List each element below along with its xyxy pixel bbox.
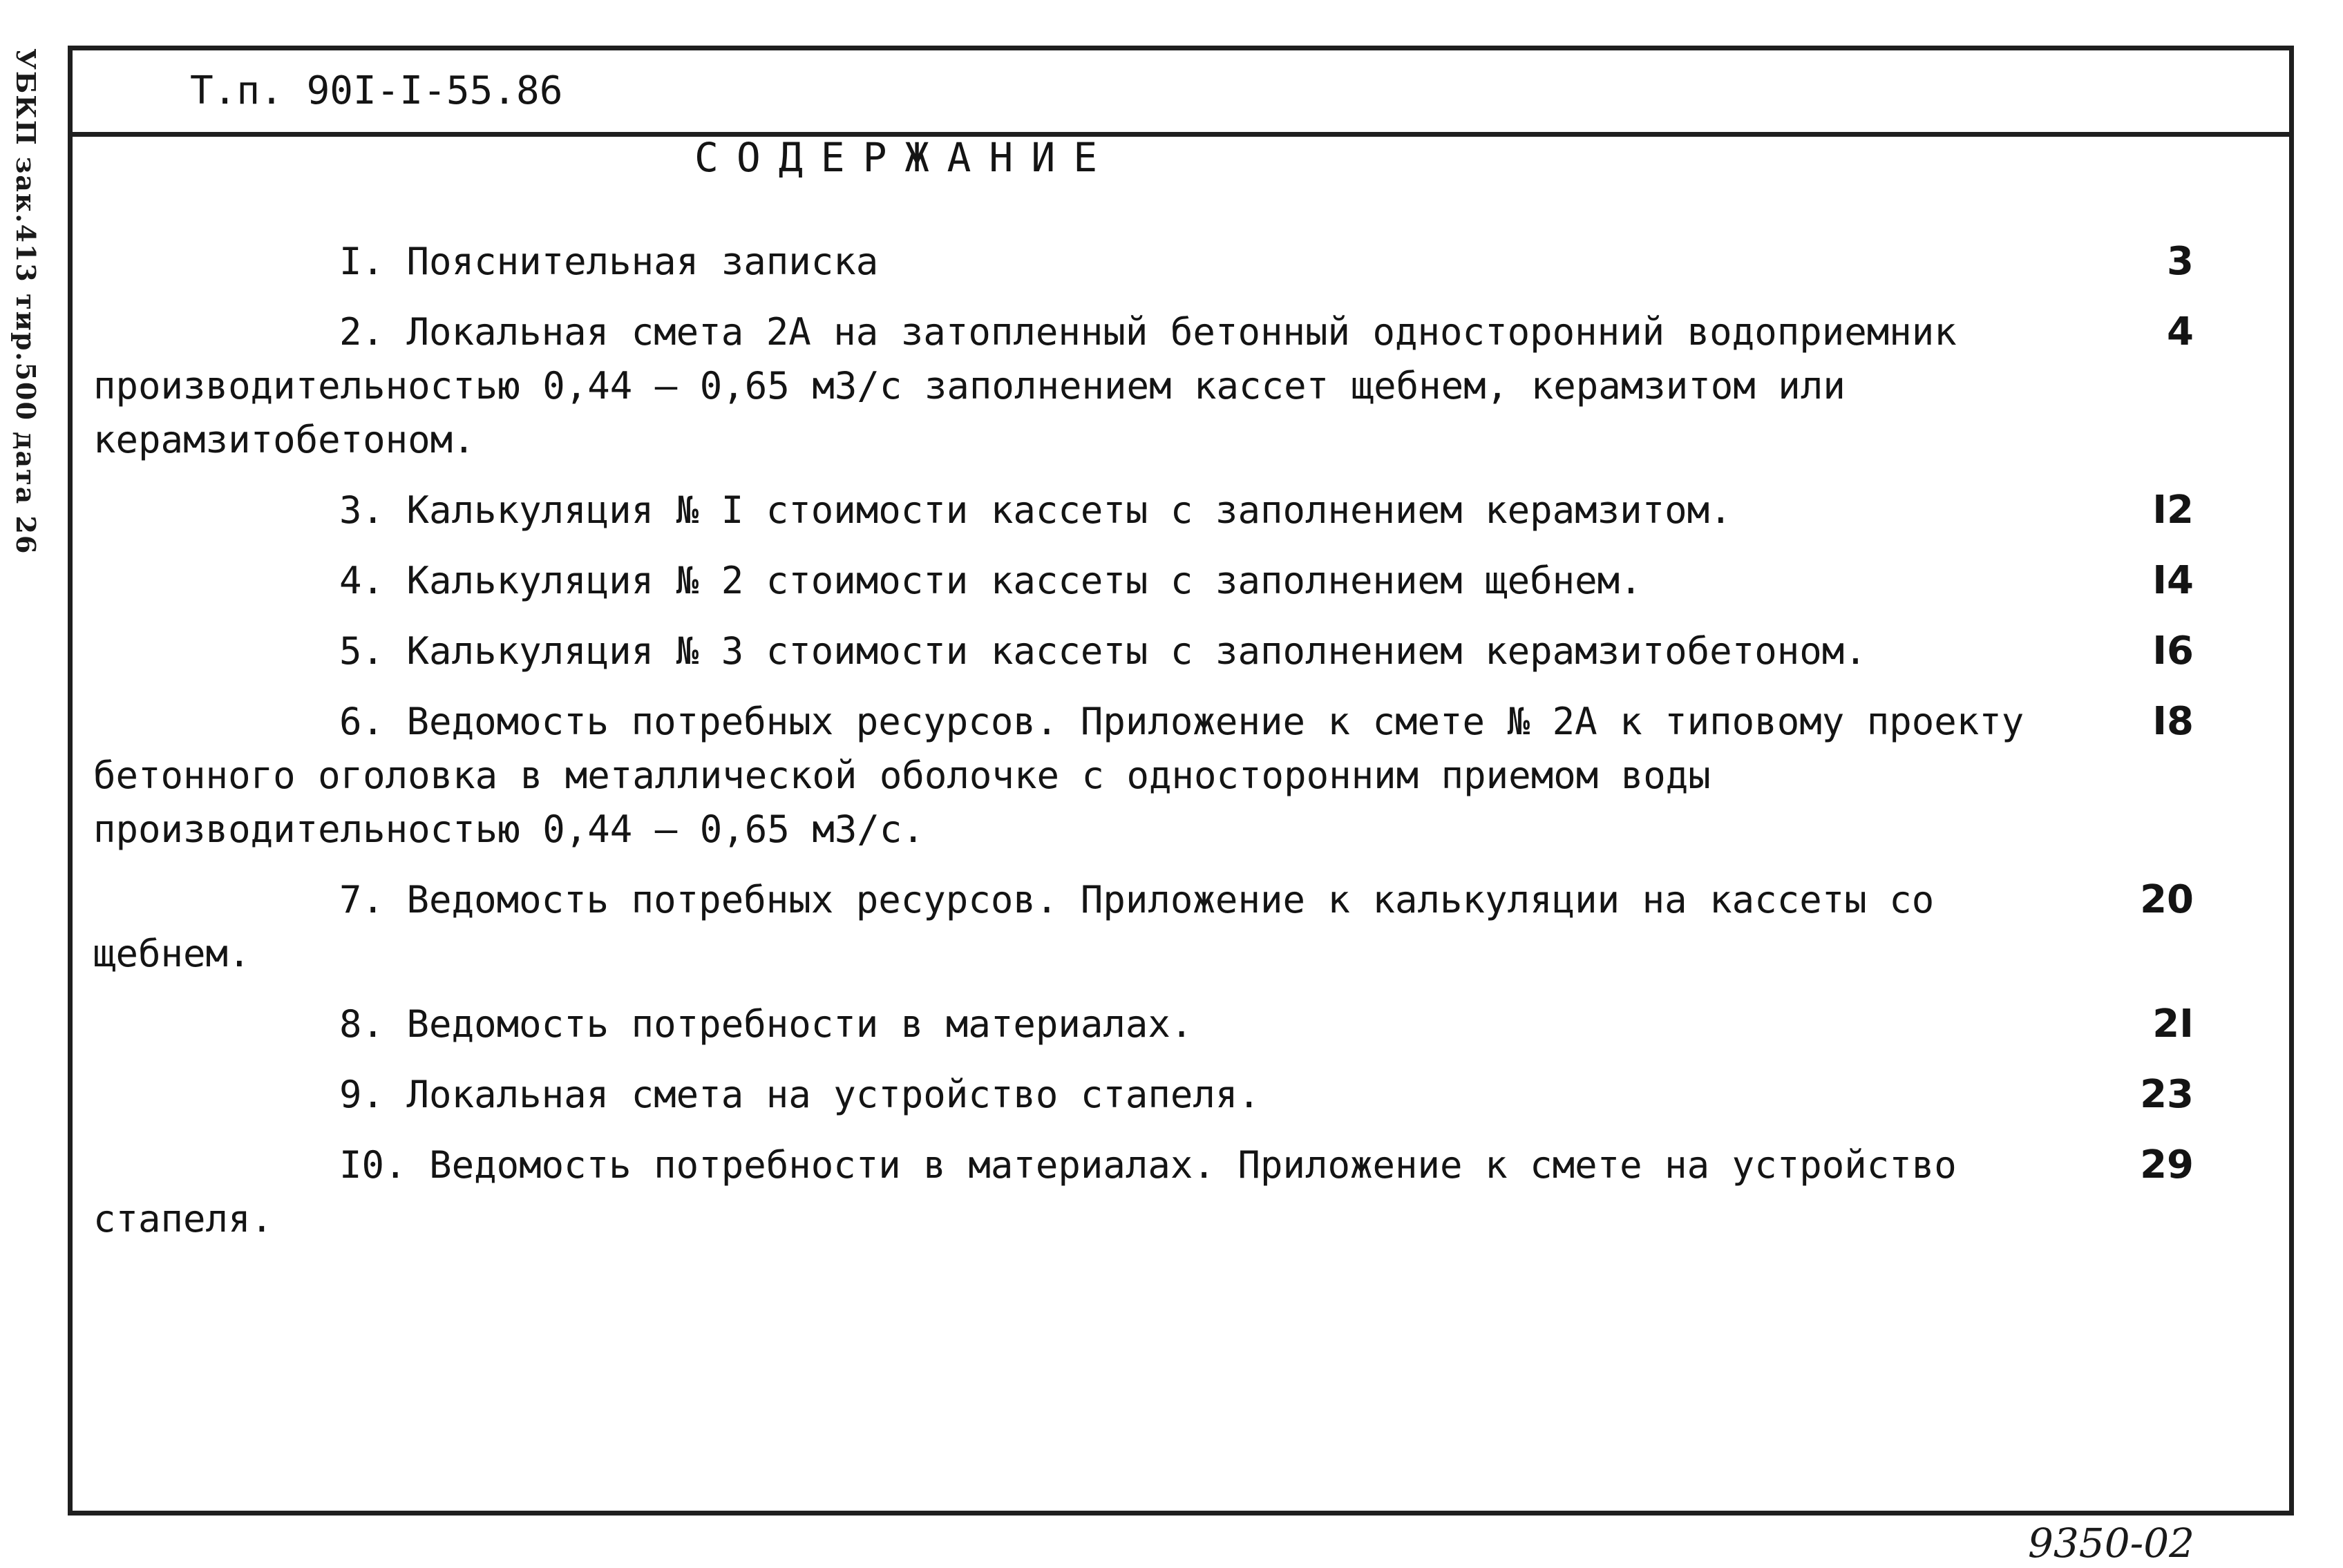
- toc-item-number: 7.: [339, 878, 385, 921]
- toc-item-text: Ведомость потребности в материалах. Приложение к смете на устройство стапеля.: [93, 1143, 1957, 1241]
- header-band: [73, 50, 2289, 137]
- toc-item-page: 3: [2167, 239, 2194, 284]
- toc-item: [93, 997, 2221, 1051]
- toc-item-number: 5.: [339, 629, 385, 673]
- toc-item-page: I2: [2152, 488, 2194, 533]
- toc-item-page: 2I: [2152, 1002, 2194, 1046]
- toc-item-text: Локальная смета на устройство стапеля.: [406, 1073, 1260, 1116]
- toc-item-text: Ведомость потребных ресурсов. Приложение к калькуляции на кассеты со щебнем.: [93, 878, 1935, 975]
- side-stamp: УБКП зак.413 тир.500 дата 26: [10, 48, 41, 555]
- toc-item-page: 23: [2140, 1072, 2194, 1117]
- toc-item-text: Локальная смета 2А на затопленный бетонный односторонний водоприемник производительностью 0,44 – 0,65 м3/с заполнением кассет щебнем, керамзитом или керамзитобетоном.: [93, 310, 1957, 461]
- toc-item-number: 8.: [339, 1002, 385, 1046]
- toc-item-page: I8: [2152, 699, 2194, 744]
- toc-item: [93, 484, 2221, 537]
- toc-item-number: 3.: [339, 488, 385, 532]
- toc-item-number: 2.: [339, 310, 385, 354]
- toc-item-text: Ведомость потребности в материалах.: [406, 1002, 1193, 1046]
- toc-item-text: Ведомость потребных ресурсов. Приложение к смете № 2А к типовому проекту бетонного оголовка в металлической оболочке с односторонним приемом воды производительностью 0,44 – 0,65 м3/с.: [93, 700, 2024, 851]
- toc-item-page: 29: [2140, 1142, 2194, 1187]
- toc-item-text: Калькуляция № 3 стоимости кассеты с заполнением керамзитобетоном.: [406, 629, 1867, 673]
- sheet-code: 9350-02: [2028, 1520, 2195, 1567]
- toc-item-number: 4.: [339, 559, 385, 602]
- toc-item: [93, 305, 2221, 467]
- toc-item: [93, 554, 2221, 608]
- page-title: СОДЕРЖАНИЕ: [694, 134, 1116, 181]
- toc-item-text: Калькуляция № I стоимости кассеты с заполнением керамзитом.: [406, 488, 1732, 532]
- toc-item: [93, 624, 2221, 678]
- table-of-contents: [93, 235, 2221, 1263]
- toc-item-text: Пояснительная записка: [406, 240, 879, 283]
- toc-item-number: 9.: [339, 1073, 385, 1116]
- toc-item-number: I0.: [339, 1143, 407, 1187]
- toc-item-number: I.: [339, 240, 385, 283]
- toc-item: [93, 873, 2221, 981]
- toc-item-page: 4: [2167, 309, 2194, 354]
- toc-item-page: I4: [2152, 558, 2194, 603]
- toc-item: [93, 1138, 2221, 1246]
- toc-item-page: 20: [2140, 877, 2194, 922]
- toc-item: [93, 1068, 2221, 1122]
- toc-item-page: I6: [2152, 629, 2194, 673]
- toc-item-number: 6.: [339, 700, 385, 743]
- document-code: Т.п. 90I-I-55.86: [190, 68, 563, 113]
- toc-item: [93, 695, 2221, 857]
- toc-item: [93, 235, 2221, 289]
- toc-item-text: Калькуляция № 2 стоимости кассеты с заполнением щебнем.: [406, 559, 1642, 602]
